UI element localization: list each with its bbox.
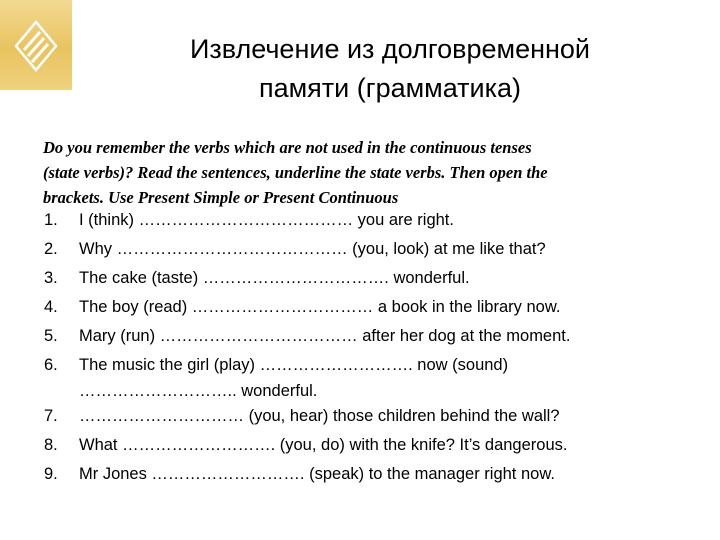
item-text: The music the girl (play) ………………………. now (sound) <box>79 356 509 374</box>
exercise-item-7 <box>44 402 694 431</box>
exercise-item-2 <box>44 235 694 264</box>
item-number: 1. <box>44 211 58 229</box>
page-title <box>90 30 690 108</box>
item-text: Mary (run) ……………………………… after her dog at the moment. <box>79 327 571 345</box>
title-line-1: Извлечение из долговременной <box>189 34 591 64</box>
item-text-continuation: ……………………….. wonderful. <box>79 382 318 400</box>
item-number: 9. <box>44 465 58 483</box>
item-text: The cake (taste) ……………………………. wonderful. <box>79 269 470 287</box>
exercise-item-5 <box>44 322 694 351</box>
item-number: 4. <box>44 298 58 316</box>
exercise-item-3 <box>44 264 694 293</box>
exercise-list <box>44 206 694 489</box>
item-text: Why …………………………………… (you, look) at me like that? <box>79 240 546 258</box>
exercise-item-8 <box>44 431 694 460</box>
item-text: What ………………………. (you, do) with the knife? It’s dangerous. <box>79 436 568 454</box>
title-line-2: памяти (грамматика) <box>258 73 522 103</box>
item-text: Mr Jones ………………………. (speak) to the manager right now. <box>79 465 555 483</box>
item-number: 6. <box>44 356 58 374</box>
instructions-line-3: brackets. Use Present Simple or Present Continuous <box>43 188 399 207</box>
exercise-item-1 <box>44 206 694 235</box>
item-number: 2. <box>44 240 58 258</box>
item-number: 8. <box>44 436 58 454</box>
item-text: The boy (read) …………………………… a book in the library now. <box>79 298 561 316</box>
logo-bar <box>0 0 72 90</box>
exercise-item-4 <box>44 293 694 322</box>
exercise-item-9 <box>44 460 694 489</box>
item-number: 3. <box>44 269 58 287</box>
item-text: ………………………… (you, hear) those children behind the wall? <box>79 407 560 425</box>
instructions-line-1: Do you remember the verbs which are not used in the continuous tenses <box>43 138 532 157</box>
item-text: I (think) ………………………………… you are right. <box>79 211 454 229</box>
item-number: 5. <box>44 327 58 345</box>
instructions <box>43 135 683 210</box>
exercise-item-6 <box>44 351 694 402</box>
instructions-line-2: (state verbs)? Read the sentences, underline the state verbs. Then open the <box>43 163 548 182</box>
item-number: 7. <box>44 407 58 425</box>
gold-diamond-logo-icon <box>14 20 58 72</box>
